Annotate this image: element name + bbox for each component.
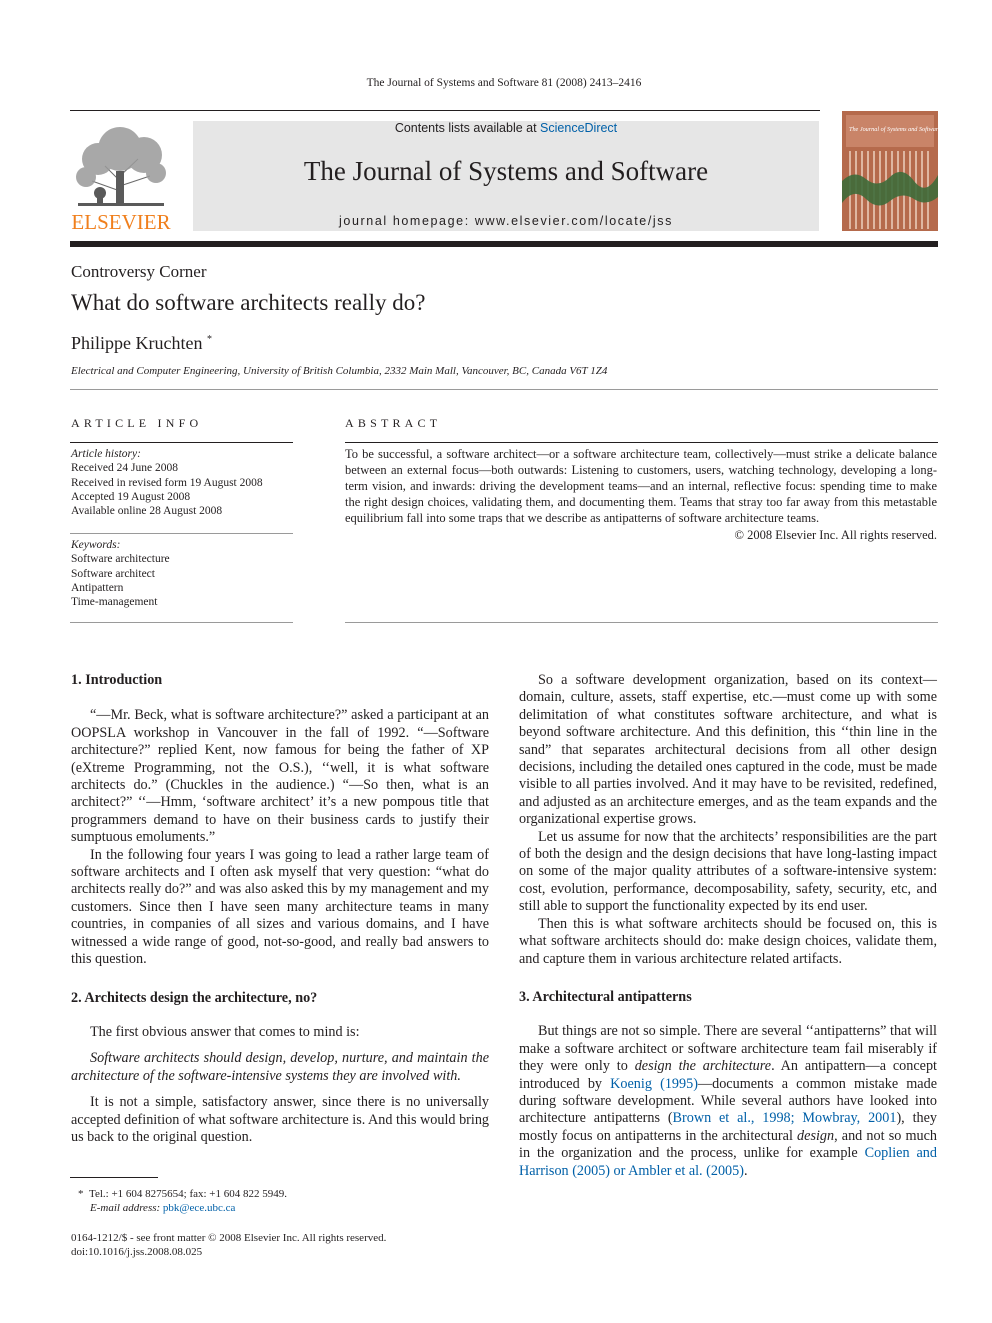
author-footnote bbox=[78, 1187, 498, 1215]
article-history bbox=[71, 447, 293, 518]
keyword-item: Antipattern bbox=[71, 581, 124, 594]
keywords bbox=[71, 538, 293, 609]
paragraph: In the following four years I was going to lead a rather large team of software architects and I often ask myself that very question: “what do architects really do?” and was also asked this by my management and my customers. Since then I have seen many architecture teams in many countries, in companies of all sizes and various domains, and I have witnessed a wide range of good, not-so-good, and really bad answers to this question. bbox=[71, 846, 489, 968]
article-type: Controversy Corner bbox=[71, 262, 207, 281]
citation-link[interactable]: Koenig (1995) bbox=[610, 1075, 698, 1092]
text-run: —documents a common mistake made during software development. While several authors have looked into architecture antipatterns ( bbox=[519, 1075, 937, 1127]
paragraph: Then this is what software architects should be focused on, this is what software architects should do: make design choices, validate them, and capture them in various architecture related artifacts. bbox=[519, 915, 937, 967]
section-heading: 3. Architectural antipatterns bbox=[519, 988, 692, 1005]
footnote-mark: * bbox=[78, 1188, 84, 1200]
text-run: ), they mostly focus on antipatterns in the architectural bbox=[519, 1110, 937, 1144]
keyword-item: Time-management bbox=[71, 596, 158, 609]
keyword-item: Software architecture bbox=[71, 553, 170, 566]
history-accepted: Accepted 19 August 2008 bbox=[71, 490, 191, 503]
paragraph: “—Mr. Beck, what is software architecture?” asked a participant at an OOPSLA workshop in Vancouver in the fall of 1992. “—Software architecture?” replied Kent, now famous for being the father of XP (eXtreme Programming, not the O.S.), ‘‘well, it is what software architects do.” (Chuckles in the audience.) “—So then, what is an architect?” ‘‘—Hmm, ‘software architect’ it’s a new pompous title that programmers demand to have on their business cards to justify their sumptuous emoluments.” bbox=[71, 707, 489, 846]
section-heading: 2. Architects design the architecture, no? bbox=[71, 989, 318, 1006]
abstract-rule bbox=[345, 442, 938, 443]
front-matter-notice bbox=[71, 1231, 571, 1259]
abstract-heading: ABSTRACT bbox=[345, 416, 442, 430]
history-label: Article history: bbox=[71, 448, 141, 460]
history-received: Received 24 June 2008 bbox=[71, 462, 178, 475]
abstract-body bbox=[345, 446, 937, 544]
footnote-phone: Tel.: +1 604 8275654; fax: +1 604 822 5949. bbox=[89, 1188, 288, 1200]
text-run: . An antipattern—a concept introduced by bbox=[519, 1058, 937, 1092]
keywords-label: Keywords: bbox=[71, 539, 121, 551]
header-thick-rule bbox=[70, 241, 938, 247]
keywords-rule bbox=[70, 533, 293, 534]
issn-line: 0164-1212/$ - see front matter © 2008 Elsevier Inc. All rights reserved. bbox=[71, 1232, 387, 1244]
contents-prefix: Contents lists available at bbox=[394, 121, 541, 135]
emphasis: design bbox=[797, 1127, 835, 1144]
doi-line[interactable]: doi:10.1016/j.jss.2008.08.025 bbox=[71, 1246, 203, 1258]
contents-availability bbox=[193, 121, 819, 135]
abstract-text: To be successful, a software architect—or a software architecture team, collectively—must strike a delicate balance between an external focus—both outwards: Listening to customers, users, watching technology, developing a long-term vision, and inwards: driving the development teams—and an internal, reflective focus: spending time to make the right design choices, validating them, and documenting them. Teams that stray too far away from this metastable equilibrium fall into some traps that we describe as antipatterns of software architecture teams. bbox=[345, 447, 937, 526]
header-top-rule bbox=[70, 110, 820, 111]
body-left-column bbox=[71, 672, 489, 1146]
head-divider bbox=[70, 389, 938, 390]
abstract-copyright: © 2008 Elsevier Inc. All rights reserved. bbox=[734, 528, 937, 543]
journal-citation: The Journal of Systems and Software 81 (2008) 2413–2416 bbox=[366, 77, 642, 89]
journal-cover-icon bbox=[842, 111, 938, 231]
keyword-item: Software architect bbox=[71, 567, 155, 580]
body-right-column bbox=[519, 672, 937, 1180]
journal-title: The Journal of Systems and Software bbox=[303, 156, 709, 186]
journal-homepage[interactable]: journal homepage: www.elsevier.com/locate/jss bbox=[339, 214, 673, 228]
article-info-heading: ARTICLE INFO bbox=[71, 416, 203, 430]
journal-cover-image bbox=[842, 111, 938, 231]
history-online: Available online 28 August 2008 bbox=[71, 505, 223, 518]
article-info-bottom-rule bbox=[70, 622, 293, 623]
email-label: E-mail address: bbox=[90, 1202, 163, 1214]
author-footnote-mark[interactable]: * bbox=[206, 334, 212, 345]
emphasis: design the architecture bbox=[634, 1058, 772, 1075]
citation-link[interactable]: Coplien and Harrison (2005) or Ambler et al. (2005) bbox=[519, 1145, 937, 1179]
author-name-text: Philippe Kruchten bbox=[71, 333, 203, 353]
abstract-bottom-rule bbox=[345, 622, 938, 623]
sciencedirect-link[interactable]: ScienceDirect bbox=[540, 121, 618, 135]
paragraph: Let us assume for now that the architects’ responsibilities are the part of both the design and the design decisions that have long-lasting impact on some of the major quality attributes of a software-intensive system: cost, evolution, performance, decomposability, safety, security, etc, and still able to support the functionality expected by its end user. bbox=[519, 828, 937, 915]
elsevier-logo bbox=[70, 121, 172, 233]
section-heading: 1. Introduction bbox=[71, 672, 163, 688]
paragraph bbox=[519, 1023, 937, 1180]
citation-link[interactable]: Brown et al., 1998; Mowbray, 2001 bbox=[672, 1110, 897, 1127]
history-revised: Received in revised form 19 August 2008 bbox=[71, 476, 263, 489]
definition-quote: Software architects should design, develop, nurture, and maintain the architecture of the software-intensive systems they are involved with. bbox=[71, 1050, 489, 1084]
elsevier-tree-icon bbox=[70, 121, 172, 233]
email-link[interactable]: pbk@ece.ubc.ca bbox=[162, 1202, 236, 1214]
article-title: What do software architects really do? bbox=[71, 290, 426, 315]
paragraph: The first obvious answer that comes to mind is: bbox=[90, 1023, 360, 1040]
text-run: But things are not so simple. There are several ‘‘antipatterns” that will make a software architect or software architecture team fail miserably if they were only to bbox=[519, 1023, 937, 1075]
paragraph: So a software development organization, based on its context—domain, culture, assets, staff expertise, etc.—must come up with some delimitation of what constitutes software architecture, and what is beyond software architecture. And this definition, this ‘‘thin line in the sand” that separates architectural decisions from all other design decisions, including the detailed ones captured in the code, must be made visible to all parties involved. And it may have to be revisited, redefined, and adjusted as an architecture emerges, and as the team expands and the organizational expertise grows. bbox=[519, 672, 937, 828]
footnote-rule bbox=[70, 1177, 158, 1178]
paragraph: It is not a simple, satisfactory answer, since there is no universally accepted definition of what software architecture is. And this would bring us back to the original question. bbox=[71, 1094, 490, 1145]
text-run: , and not so much in the organization and the process, unlike for example bbox=[519, 1127, 937, 1162]
cover-title: The Journal of Systems and Software bbox=[849, 126, 938, 133]
elsevier-wordmark: ELSEVIER bbox=[71, 210, 171, 233]
author-affiliation: Electrical and Computer Engineering, University of British Columbia, 2332 Main Mall, Vancouver, BC, Canada V6T 1Z4 bbox=[71, 365, 608, 377]
text-run: . bbox=[743, 1162, 748, 1179]
author-name bbox=[71, 333, 212, 354]
article-info-rule bbox=[70, 442, 293, 443]
